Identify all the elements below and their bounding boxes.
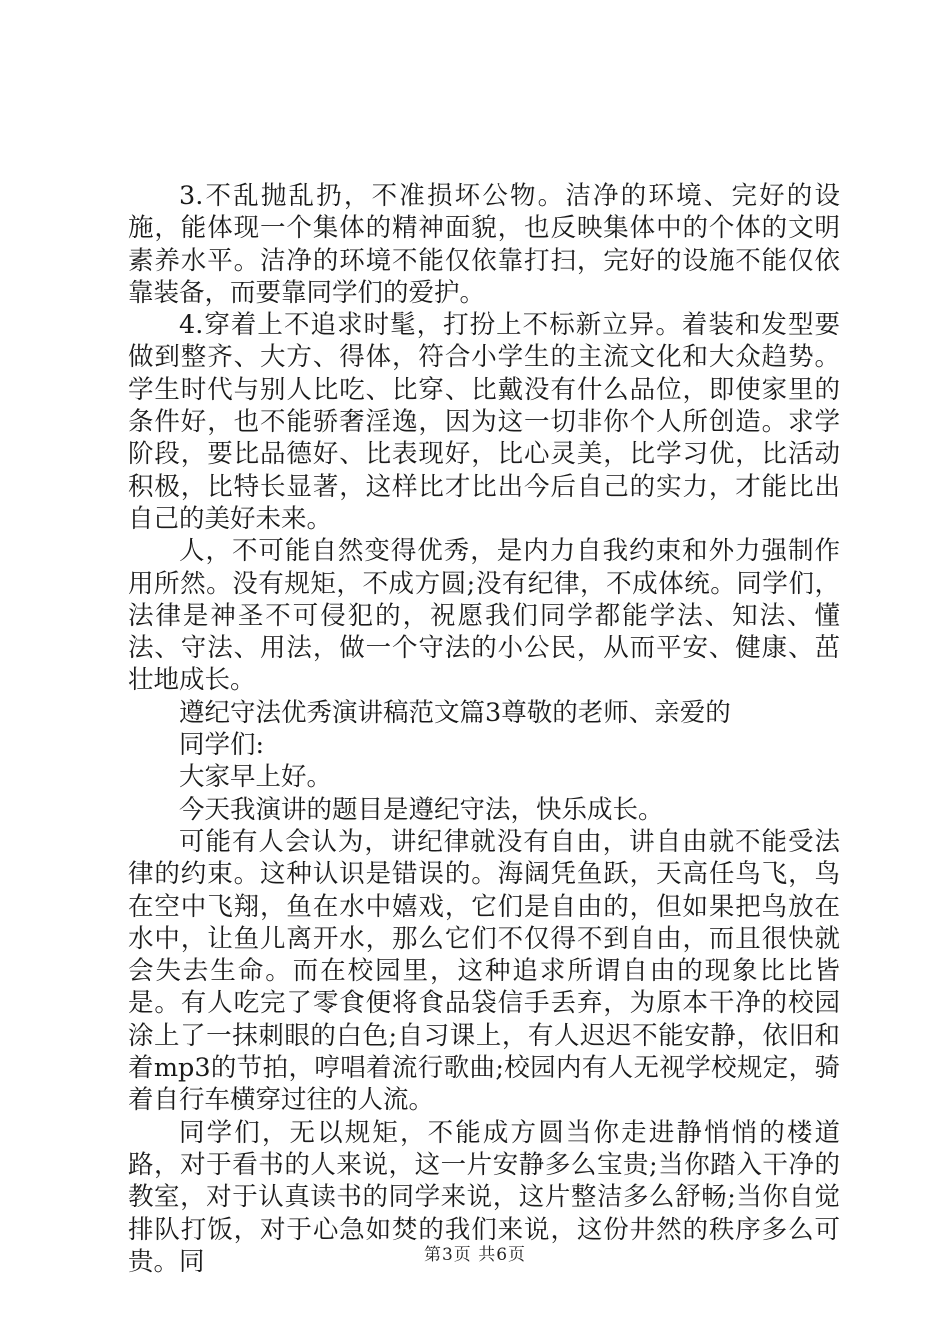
page-number: 第3页 共6页	[423, 1245, 527, 1265]
paragraph-salutation: 同学们:	[179, 730, 265, 761]
paragraph-topic: 今天我演讲的题目是遵纪守法，快乐成长。	[179, 794, 664, 825]
paragraph-greeting: 大家早上好。	[179, 762, 333, 793]
paragraph-order: 同学们，无以规矩，不能成方圆当你走进静悄悄的楼道路，对于看书的人来说，这一片安静多么宝贵;当你踏入干净的教室，对于认真读书的同学来说，这片整洁多么舒畅;当你自觉排队打饭，对于心急如焚的我们来说，这份井然的秩序多么可贵。同	[128, 1117, 840, 1277]
paragraph-rule-3: 3.不乱抛乱扔，不准损坏公物。洁净的环境、完好的设施，能体现一个集体的精神面貌，也反映集体中的个体的文明素养水平。洁净的环境不能仅依靠打扫，完好的设施不能仅依靠装备，而要靠同学们的爱护。	[128, 181, 840, 308]
page-footer	[0, 1240, 950, 1265]
paragraph-freedom: 可能有人会认为，讲纪律就没有自由，讲自由就不能受法律的约束。这种认识是错误的。海阔凭鱼跃，天高任鸟飞，鸟在空中飞翔，鱼在水中嬉戏，它们是自由的，但如果把鸟放在水中，让鱼儿离开水，那么它们不仅得不到自由，而且很快就会失去生命。而在校园里，这种追求所谓自由的现象比比皆是。有人吃完了零食便将食品袋信手丢弃，为原本干净的校园涂上了一抹刺眼的白色;自习课上，有人迟迟不能安静，依旧和着mp3的节拍，哼唱着流行歌曲;校园内有人无视学校规定，骑着自行车横穿过往的人流。	[128, 826, 840, 1116]
paragraph-speech-title: 遵纪守法优秀演讲稿范文篇3尊敬的老师、亲爱的	[179, 697, 731, 728]
body-text	[128, 180, 840, 1278]
paragraph-rule-4: 4.穿着上不追求时髦，打扮上不标新立异。着装和发型要做到整齐、大方、得体，符合小学生的主流文化和大众趋势。学生时代与别人比吃、比穿、比戴没有什么品位，即使家里的条件好，也不能骄奢淫逸，因为这一切非你个人所创造。求学阶段，要比品德好、比表现好，比心灵美，比学习优，比活动积极，比特长显著，这样比才比出今后自己的实力，才能比出自己的美好未来。	[128, 310, 840, 534]
paragraph-conclusion: 人，不可能自然变得优秀，是内力自我约束和外力强制作用所然。没有规矩，不成方圆;没有纪律，不成体统。同学们，法律是神圣不可侵犯的，祝愿我们同学都能学法、知法、懂法、守法、用法，做一个守法的小公民，从而平安、健康、茁壮地成长。	[128, 536, 840, 696]
